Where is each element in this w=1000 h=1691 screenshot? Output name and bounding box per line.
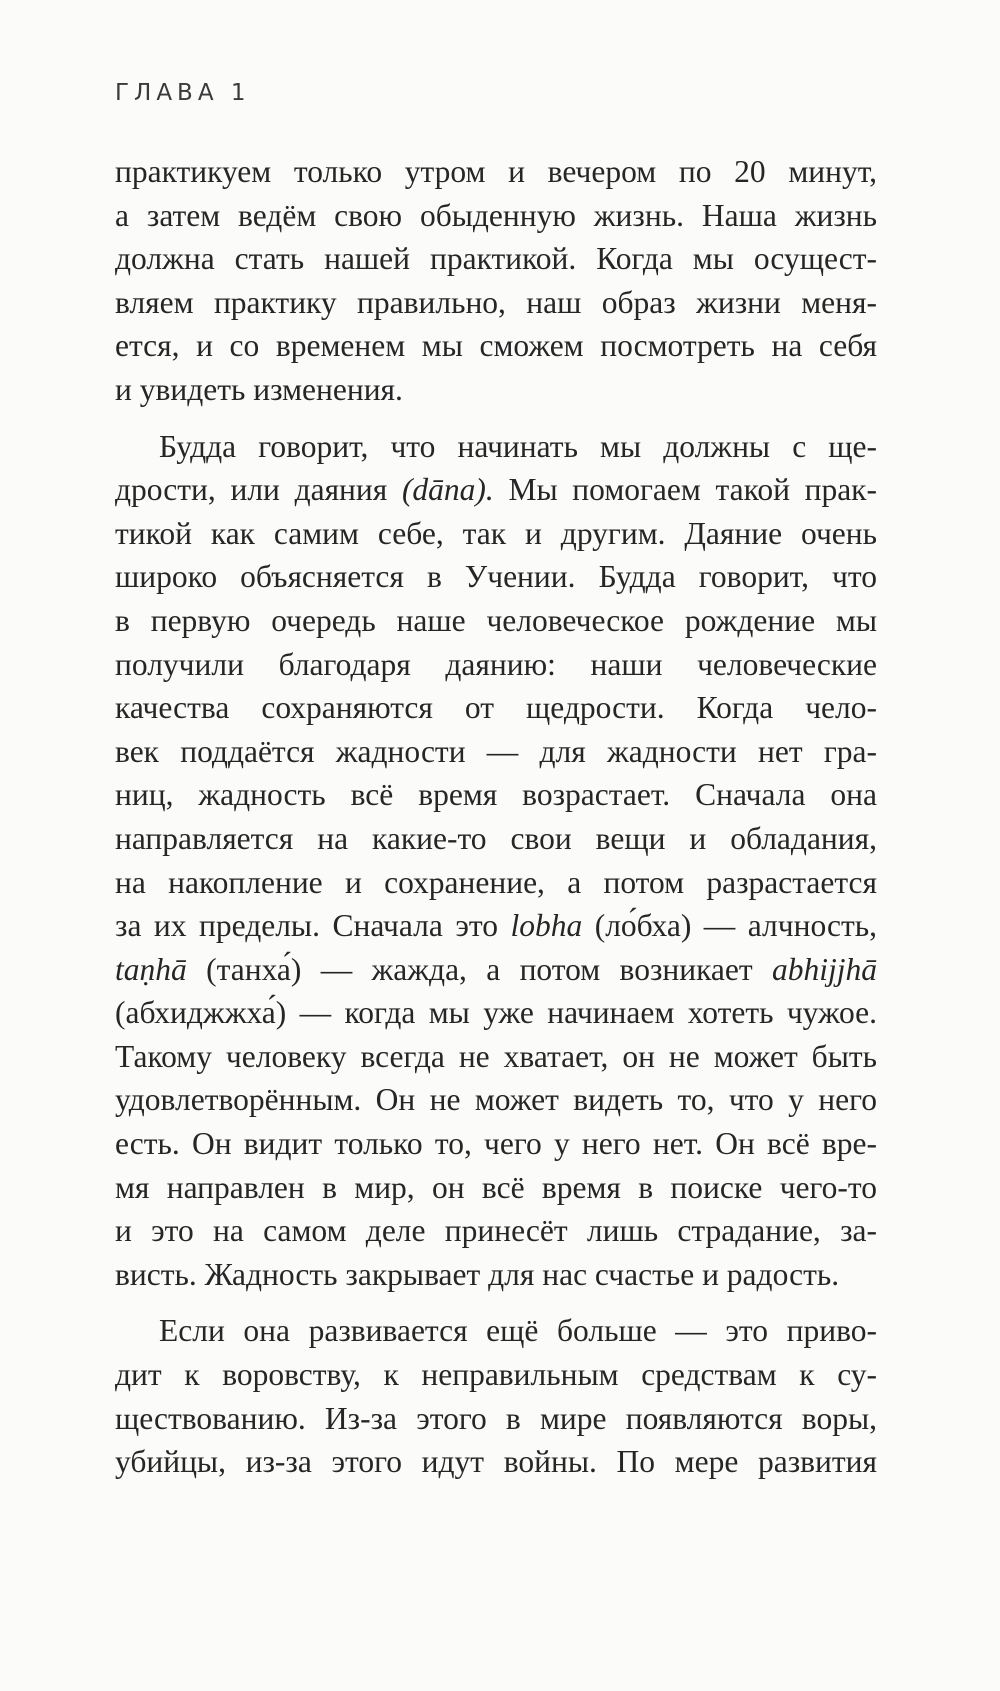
text-line (115, 948, 877, 992)
text-line: дит к воровству, к неправильным средствам к су- (115, 1357, 877, 1393)
text-line: на накопление и сохранение, а потом разрастается (115, 864, 877, 900)
text-segment: Мы помогаем такой прак- (493, 472, 877, 508)
text-line: Будда говорит, что начинать мы должны с ще- (159, 428, 877, 464)
text-line: Если она развивается ещё больше — это приво- (159, 1313, 877, 1349)
text-line: ется, и со временем мы сможем посмотреть на себя (115, 328, 877, 364)
text-line: направляется на какие-то свои вещи и обладания, (115, 820, 877, 856)
text-line: Такому человеку всегда не хватает, он не может быть (115, 1038, 877, 1074)
paragraph (115, 1309, 877, 1483)
paragraph (115, 425, 877, 1297)
text-line: широко объясняется в Учении. Будда говорит, что (115, 559, 877, 595)
foreign-term: lobha (510, 908, 583, 944)
paragraph (115, 150, 877, 412)
text-segment: за их пределы. Сначала это (115, 908, 511, 944)
text-line: и увидеть изменения. (115, 371, 403, 407)
text-line (115, 468, 877, 512)
text-line: ществованию. Из-за этого в мире появляются воры, (115, 1400, 877, 1436)
foreign-term: abhijjhā (771, 951, 877, 987)
text-line: есть. Он видит только то, чего у него нет. Он всё вре- (115, 1126, 877, 1162)
text-line: практикуем только утром и вечером по 20 минут, (115, 154, 877, 189)
text-line: вляем практику правильно, наш образ жизни меня- (115, 284, 877, 320)
text-line: (абхиджжха́) — когда мы уже начинаем хотеть чужое. (115, 995, 877, 1031)
body-text (115, 150, 877, 1497)
text-line: а затем ведём свою обыденную жизнь. Наша жизнь (115, 197, 877, 233)
text-segment: (ло́бха) — алчность, (582, 908, 877, 944)
text-line: ниц, жадность всё время возрастает. Сначала она (115, 777, 877, 813)
text-line: получили благодаря даянию: наши человеческие (115, 646, 877, 682)
text-line: в первую очередь наше человеческое рождение мы (115, 602, 877, 638)
text-line: мя направлен в мир, он всё время в поиске чего-то (115, 1169, 877, 1205)
text-line: удовлетворённым. Он не может видеть то, что у него (115, 1082, 877, 1118)
text-line: висть. Жадность закрывает для нас счастье и радость. (115, 1256, 840, 1292)
text-line (115, 904, 877, 948)
text-line: качества сохраняются от щедрости. Когда чело- (115, 690, 877, 726)
text-line: должна стать нашей практикой. Когда мы осущест- (115, 241, 877, 277)
running-head: ГЛАВА 1 (115, 80, 251, 106)
text-line: тикой как самим себе, так и другим. Даяние очень (115, 515, 877, 551)
foreign-term: (dāna). (401, 472, 494, 508)
text-line: век поддаётся жадности — для жадности нет гра- (115, 733, 877, 769)
foreign-term: taṇhā (115, 951, 187, 987)
text-line: и это на самом деле принесёт лишь страдание, за- (115, 1213, 877, 1249)
text-segment: дрости, или даяния (115, 472, 402, 508)
text-segment: (танха́) — жажда, а потом возникает (186, 951, 772, 987)
text-line: убийцы, из-за этого идут войны. По мере развития (115, 1444, 877, 1480)
